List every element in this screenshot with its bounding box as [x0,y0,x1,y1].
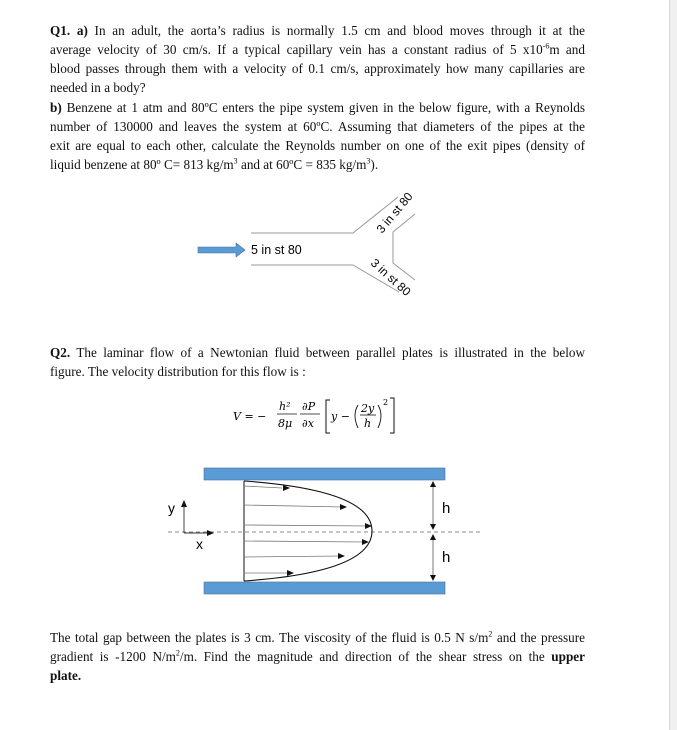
text-line: number of 130000 and leaves the system at 60ºC. Assuming that diameters of the pipes at the [50,119,585,134]
velocity-equation [233,398,394,433]
velocity-profile [244,481,372,581]
eq-den3: h [364,417,372,430]
superscript: 3 [233,156,238,166]
text-line: and at 60ºC = 835 kg/m [237,157,367,172]
eq-lhs: V = − [233,410,267,423]
text-line: exit are equal to each other, calculate the Reynolds number on one of the exit pipes (density of [50,138,585,153]
outlet-upper-label: 3 in st 80 [373,189,416,236]
text-line: In an adult, the aorta’s radius is normally 1.5 cm and blood moves through it at the [87,23,585,38]
upper-plate [204,468,445,480]
eq-num2: ∂P [302,400,316,413]
text-line: m and [549,42,585,57]
inlet-label: 5 in st 80 [251,243,302,257]
velocity-vectors [244,486,370,573]
y-axis-arrow-icon [181,500,187,507]
upper-gap-label: h [442,500,451,517]
pipe-inner-wall [393,214,415,280]
text-line: gradient is -1200 N/m [50,649,176,664]
text-line: The total gap between the plates is 3 cm. The viscosity of the fluid is 0.5 N s/m [50,630,489,645]
eq-den1: 8μ [278,417,293,430]
bold-text: plate. [50,668,82,683]
eq-y: y − [331,410,350,423]
text-line: liquid benzene at 80º C= 813 kg/m [50,157,234,172]
eq-exponent: 2 [383,398,389,407]
text-line: Benzene at 1 atm and 80ºC enters the pipe system given in the below figure, with a Reynolds [61,100,585,115]
y-axis-label: y [168,500,175,516]
plate-figure [168,468,483,594]
pipe-figure [198,189,416,299]
text-line: average velocity of 30 cm/s. If a typical capillary vein has a constant radius of 5 x10 [50,42,543,57]
lower-plate [204,582,445,594]
superscript: 3 [366,156,371,166]
text-line: ). [370,157,379,172]
superscript: 2 [488,629,493,639]
q1b-label: b) [50,100,62,115]
q1a-label: Q1. a) [50,23,88,38]
x-axis-arrow-icon [207,530,214,536]
question-2 [50,343,585,381]
lower-gap-label: h [442,549,451,566]
q2-label: Q2. [50,345,71,360]
text-line: /m. Find the magnitude and direction of the shear stress on the [179,649,552,664]
superscript: -6 [542,41,550,51]
bold-text: upper [551,649,585,664]
x-axis-label: x [196,536,203,552]
text-line: blood passes through them with a velocity of 0.1 cm/s, approximately how many capillaries are [50,61,585,76]
text-line: The laminar flow of a Newtonian fluid between parallel plates is illustrated in the below [70,345,585,360]
outlet-lower-label: 3 in st 80 [367,255,414,299]
superscript: 2 [175,648,180,658]
eq-den2: ∂x [302,417,314,430]
inlet-arrow-icon [198,243,245,257]
text-line: figure. The velocity distribution for this flow is : [50,364,306,379]
text-line: and the pressure [492,630,585,645]
eq-num3: 2y [361,402,375,415]
question-2-details [50,628,585,685]
eq-num1: h² [279,400,291,413]
text-line: needed in a body? [50,80,146,95]
